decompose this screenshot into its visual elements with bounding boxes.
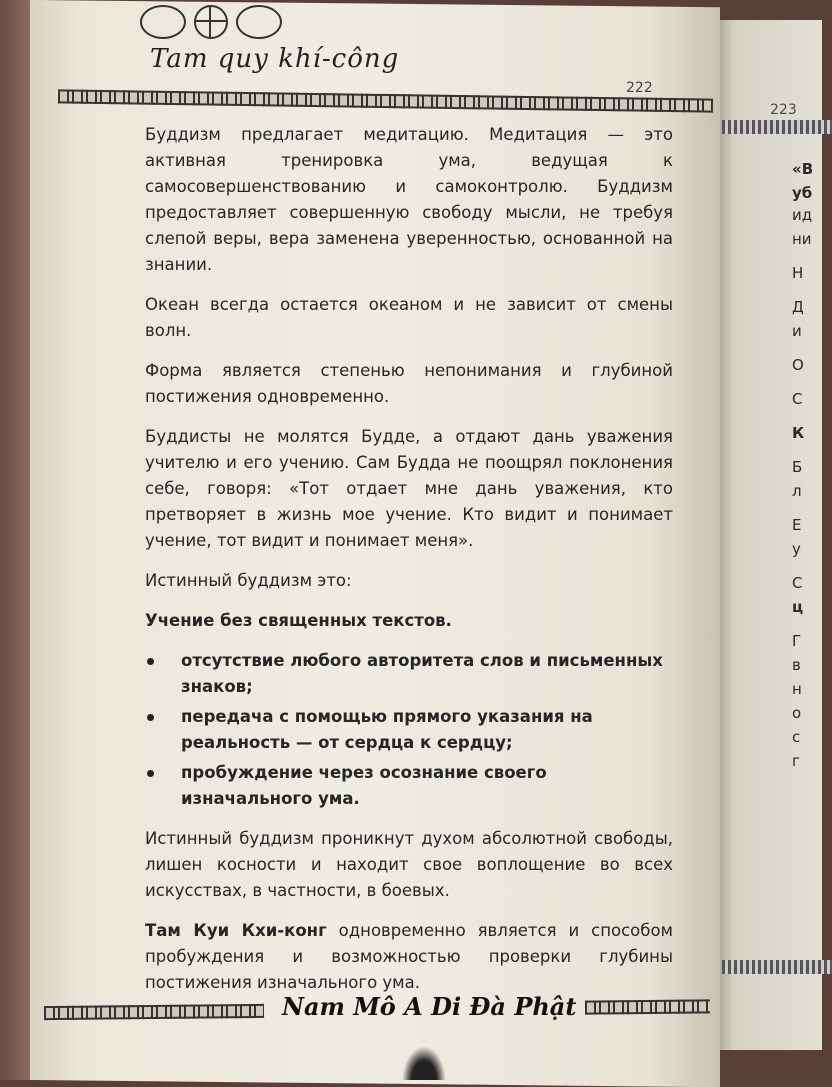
right-page-fragment: у (792, 540, 801, 558)
right-page-meander-bottom (722, 960, 832, 974)
right-page-fragment: Г (792, 632, 802, 650)
right-page-fragment: С (792, 574, 803, 592)
right-page-fragment: с (792, 728, 801, 746)
page-number: 222 (626, 80, 653, 96)
list-item (145, 760, 673, 812)
right-page-fragment: г (792, 752, 800, 770)
header-title: Tam quy khí-công (150, 44, 400, 74)
list-item-text: отсутствие любого авторитета слов и письменных знаков; (181, 651, 663, 696)
right-page-fragment: ни (792, 230, 812, 248)
right-page-fragment: уб (792, 184, 813, 202)
right-page-fragment: о (792, 704, 802, 722)
right-page-fragment: н (792, 680, 802, 698)
dragon-ornament-icon (140, 4, 340, 40)
right-page-fragment: Н (792, 264, 804, 282)
footer-script: Nam Mô A Di Đà Phật (282, 992, 577, 1021)
paragraph: Истинный буддизм проникнут духом абсолютной свободы, лишен косности и находит свое воплощение во всех искусствах, в частности, в боевых. (145, 829, 673, 900)
page-content (145, 122, 673, 1010)
right-page-fragment: ид (792, 206, 813, 224)
meander-border-bottom-left (44, 1004, 264, 1020)
dragon-right-icon (236, 5, 282, 39)
paragraph (145, 918, 673, 996)
right-page-fragment: Б (792, 458, 803, 476)
paragraph: Буддизм предлагает медитацию. Медитация — это активная тренировка ума, ведущая к самосовершенствованию и самоконтролю. Буддизм предоставляет совершенную свободу мысли, не требуя слепой веры, вера заменена уверенностью, основанной на знании. (145, 125, 673, 274)
paragraph-rest: одновременно является и способом пробуждения и возможностью проверки глубины постижения изначального ума. (145, 921, 673, 992)
bullet-icon (147, 714, 154, 721)
right-page-meander-top (722, 120, 832, 134)
list-item-text: пробуждение через осознание своего изначального ума. (181, 763, 547, 808)
bullet-icon (147, 770, 154, 777)
list-item (145, 648, 673, 700)
right-page-fragment: в (792, 656, 801, 674)
right-page-fragment: л (792, 482, 802, 500)
right-page-fragment: О (792, 356, 804, 374)
paragraph: Форма является степенью непонимания и глубиной постижения одновременно. (145, 361, 673, 406)
paragraph: Истинный буддизм это: (145, 571, 352, 590)
subheading: Учение без священных текстов. (145, 611, 452, 630)
right-page-fragment: Д (792, 298, 804, 316)
right-page-fragment: Е (792, 516, 802, 534)
flame-ornament-icon (402, 1046, 446, 1080)
right-page-number: 223 (770, 102, 797, 118)
bullet-icon (147, 658, 154, 665)
list-item-text: передача с помощью прямого указания на реальность — от сердца к сердцу; (181, 707, 593, 752)
dharma-wheel-icon (194, 5, 228, 39)
right-page-fragment: и (792, 322, 802, 340)
list-item (145, 704, 673, 756)
dragon-left-icon (140, 5, 186, 39)
right-page-fragment: «В (792, 160, 814, 178)
paragraph: Буддисты не молятся Будде, а отдают дань уважения учителю и его учению. Сам Будда не поощрял поклонения себе, говоря: «Тот отдает мне дань уважения, кто претворяет в жизнь мое учение. Кто видит и понимает учение, тот видит и понимает меня». (145, 427, 673, 550)
paragraph: Океан всегда остается океаном и не зависит от смены волн. (145, 295, 673, 340)
right-page (712, 20, 822, 1050)
right-page-fragment: С (792, 390, 803, 408)
right-page-fragment: ц (792, 598, 804, 616)
meander-border-bottom-right (585, 999, 710, 1014)
paragraph-lead: Там Куи Кхи-конг (145, 921, 327, 940)
bullet-list (145, 648, 673, 812)
right-page-fragment: К (792, 424, 805, 442)
